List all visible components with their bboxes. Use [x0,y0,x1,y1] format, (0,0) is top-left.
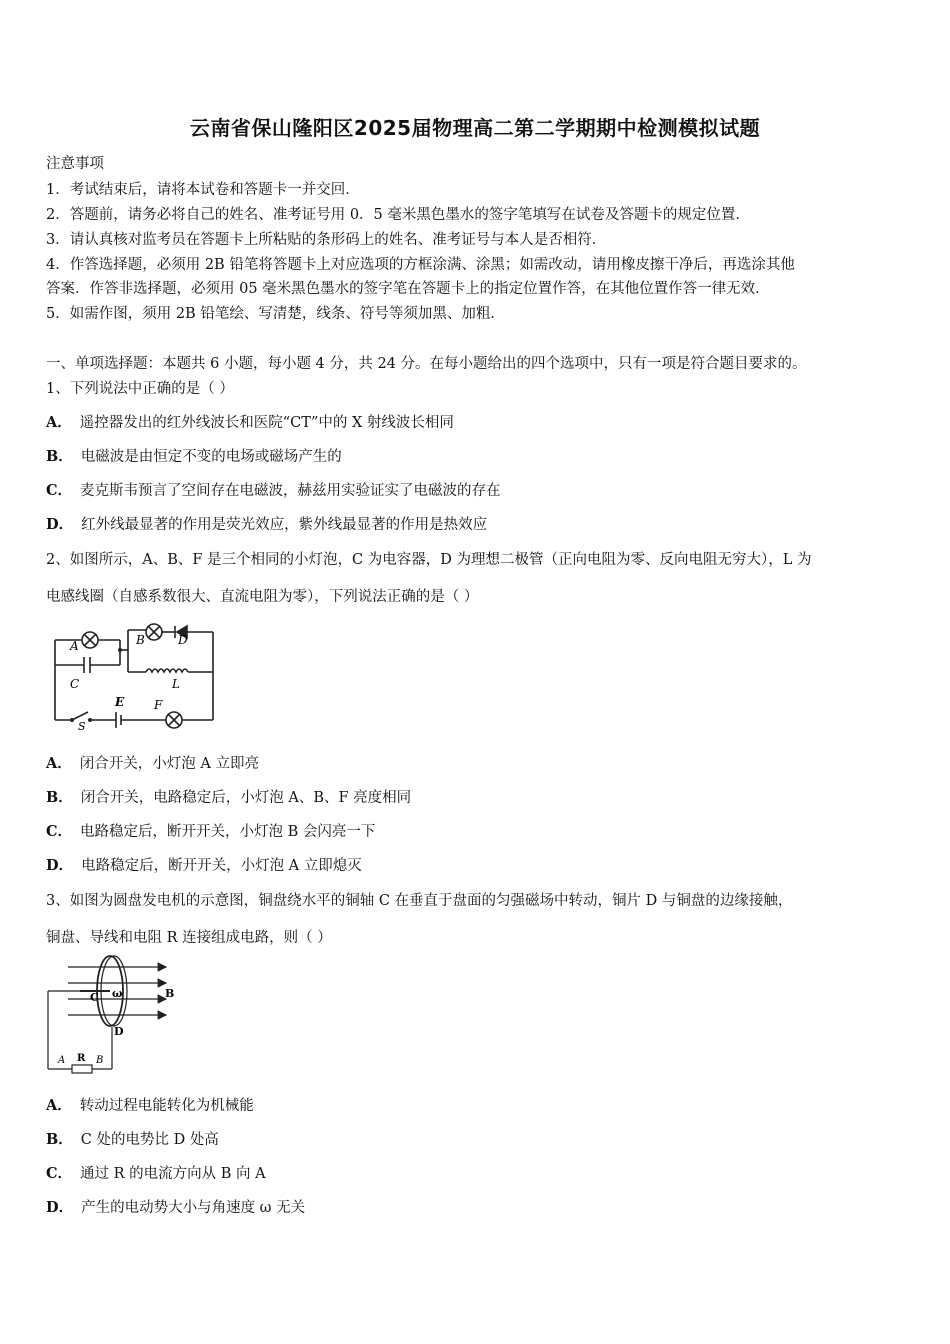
q1-option-b: B． 电磁波是由恒定不变的电场或磁场产生的 [46,448,342,465]
q2-option-a: A． 闭合开关，小灯泡 A 立即亮 [46,755,259,772]
notice-item: 4．作答选择题，必须用 2B 铅笔将答题卡上对应选项的方框涂满、涂黑；如需改动，请用橡皮擦干净后，再选涂其他 [46,257,795,273]
notice-item: 2．答题前，请务必将自己的姓名、准考证号用 0．5 毫米黑色墨水的签字笔填写在试卷及答题卡的规定位置． [46,207,750,223]
q2-circuit-diagram [50,620,225,730]
q3-stem-line1: 3、如图为圆盘发电机的示意图，铜盘绕水平的铜轴 C 在垂直于盘面的匀强磁场中转动，铜片 D 与铜盘的边缘接触， [46,893,793,909]
label-a: A [70,639,79,653]
q3-stem-line2: 铜盘、导线和电阻 R 连接组成电路，则（ ） [46,930,332,946]
q2-stem-line1: 2、如图所示，A、B、F 是三个相同的小灯泡，C 为电容器，D 为理想二极管（正向电阻为零、反向电阻无穷大），L 为 [46,552,812,568]
label-b-terminal: B [96,1055,104,1066]
notice-item: 答案．作答非选择题，必须用 05 毫米黑色墨水的签字笔在答题卡上的指定位置作答，在其他位置作答一律无效． [46,281,770,297]
q2-option-b: B． 闭合开关，电路稳定后，小灯泡 A、B、F 亮度相同 [46,789,412,806]
q2-option-d: D． 电路稳定后，断开开关，小灯泡 A 立即熄灭 [46,857,362,874]
q3-option-a: A． 转动过程电能转化为机械能 [46,1097,254,1114]
label-f: F [154,698,163,712]
notice-item: 5．如需作图，须用 2B 铅笔绘、写清楚，线条、符号等须加黑、加粗． [46,306,505,322]
q3-option-c: C． 通过 R 的电流方向从 B 向 A [46,1165,266,1182]
label-d: D [178,633,188,647]
label-r: R [77,1053,86,1064]
label-d: D [114,1025,124,1038]
label-b: B [136,633,145,647]
label-c: C [90,991,99,1004]
q3-option-b: B． C 处的电势比 D 处高 [46,1131,219,1148]
q1-option-d: D． 红外线最显著的作用是荧光效应，紫外线最显著的作用是热效应 [46,516,488,533]
label-l: L [172,677,180,691]
label-c: C [70,677,80,691]
notice-heading: 注意事项 [46,156,104,172]
q1-option-a: A． 遥控器发出的红外线波长和医院“CT”中的 X 射线波长相同 [46,414,454,431]
label-omega: ω [112,987,123,1000]
label-b-field: B [165,987,175,1000]
q3-disc-generator-diagram [44,955,194,1080]
label-s: S [78,720,86,730]
notice-item: 3．请认真核对监考员在答题卡上所粘贴的条形码上的姓名、准考证号与本人是否相符． [46,232,607,248]
notice-item: 1．考试结束后，请将本试卷和答题卡一并交回． [46,182,360,198]
q1-stem: 1、下列说法中正确的是（ ） [46,381,234,397]
section-heading: 一、单项选择题：本题共 6 小题，每小题 4 分，共 24 分。在每小题给出的四个选项中，只有一项是符合题目要求的。 [46,356,807,372]
page-title: 云南省保山隆阳区2025届物理高二第二学期期中检测模拟试题 [189,116,761,140]
q2-stem-line2: 电感线圈（自感系数很大、直流电阻为零），下列说法正确的是（ ） [46,589,479,605]
q3-option-d: D． 产生的电动势大小与角速度 ω 无关 [46,1199,306,1216]
label-e: E [115,695,125,709]
q2-option-c: C． 电路稳定后，断开开关，小灯泡 B 会闪亮一下 [46,823,376,840]
label-a-terminal: A [58,1055,66,1066]
q1-option-c: C． 麦克斯韦预言了空间存在电磁波，赫兹用实验证实了电磁波的存在 [46,482,501,499]
